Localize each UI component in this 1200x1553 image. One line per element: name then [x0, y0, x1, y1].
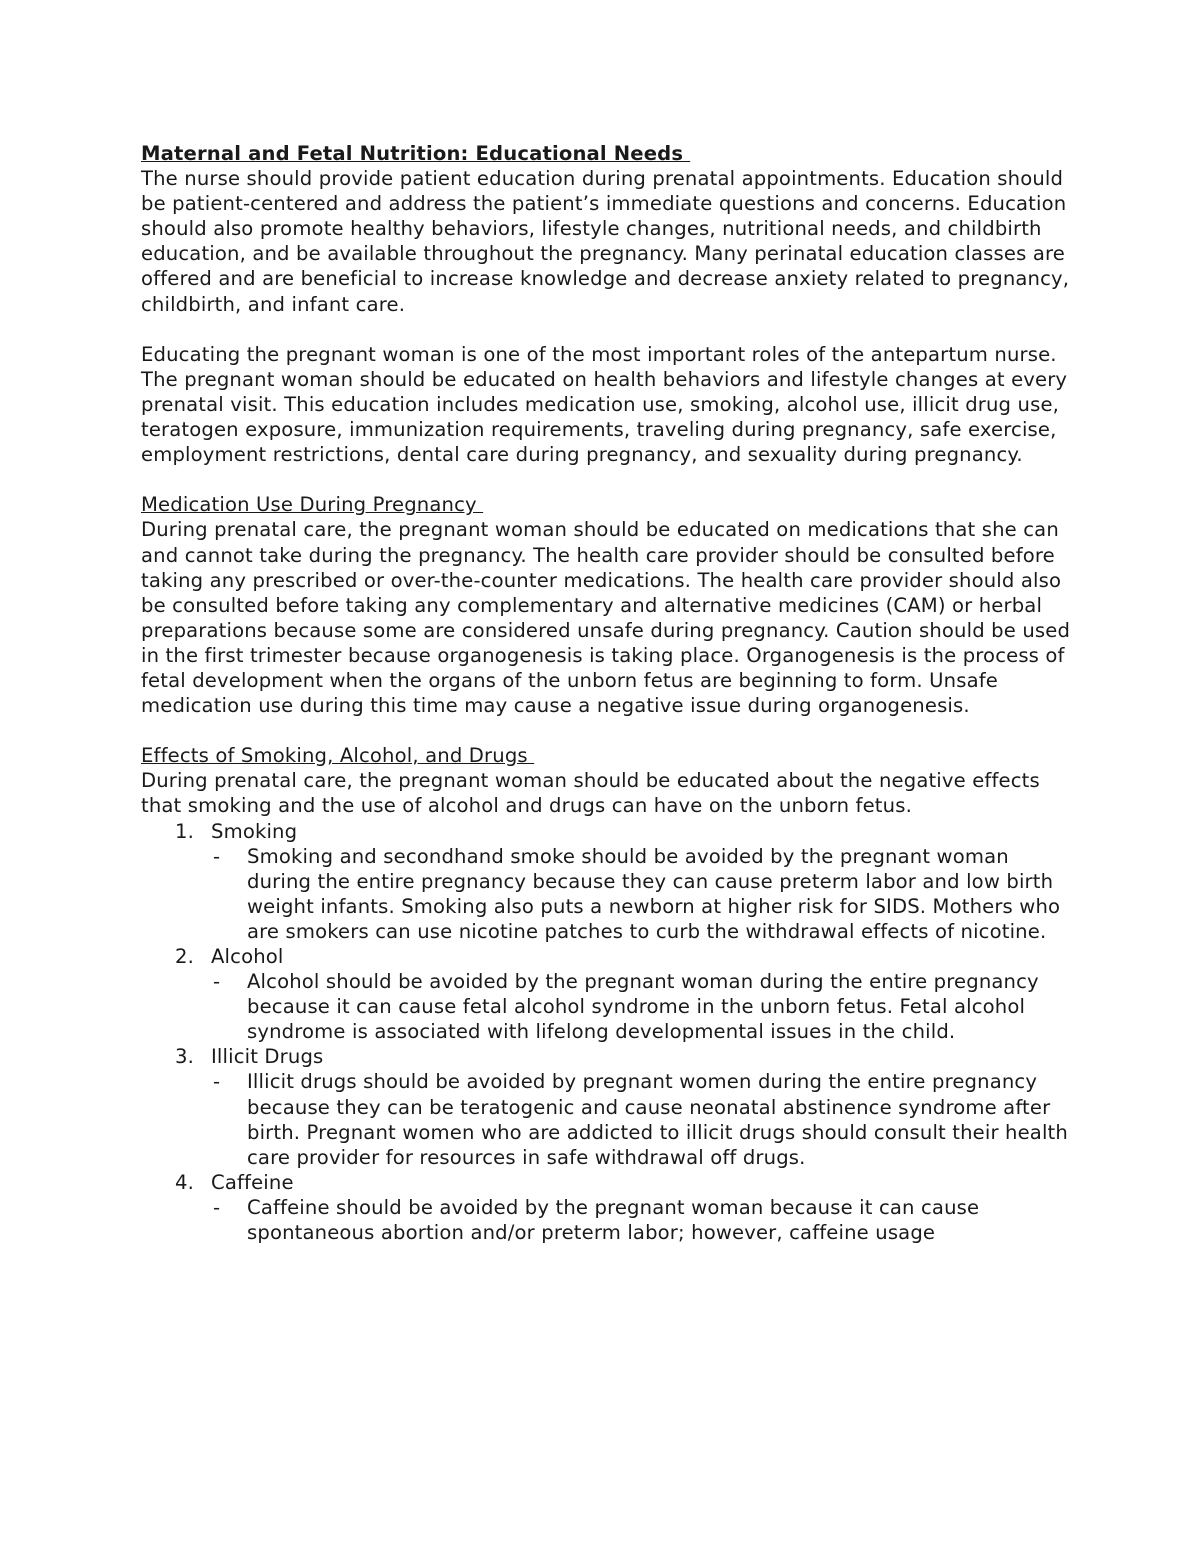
list-item-label: Caffeine [211, 1170, 294, 1194]
list-item-detail-block [141, 844, 1071, 944]
list-item-number: 2. [175, 945, 194, 968]
list-item-caffeine [141, 1170, 1071, 1245]
document-title: Maternal and Fetal Nutrition: Educational Needs [141, 142, 691, 165]
dash-bullet: - [213, 970, 221, 994]
list-item-detail-block [141, 1069, 1071, 1169]
list-item-detail: Smoking and secondhand smoke should be avoided by the pregnant woman during the entire pregnancy because they can cause preterm labor and low birth weight infants. Smoking also puts a newborn at higher risk for SIDS. Mothers who are smokers can use nicotine patches to curb the withdrawal effects of nicotine. [247, 844, 1061, 943]
list-item-label: Alcohol [211, 945, 284, 968]
section-body-medication: During prenatal care, the pregnant woman should be educated on medications that she can and cannot take during the pregnancy. The health care provider should be consulted before taking any prescribed or over-the-counter medications. The health care provider should also be consulted before taking any complementary and alternative medicines (CAM) or herbal preparations because some are considered unsafe during pregnancy. Caution should be used in the first trimester because organogenesis is taking place. Organogenesis is the process of fetal development when the organs of the unborn fetus are beginning to form. Unsafe medication use during this time may cause a negative issue during organogenesis. [141, 518, 1071, 718]
list-item-detail: Alcohol should be avoided by the pregnant woman during the entire pregnancy because it can cause fetal alcohol syndrome in the unborn fetus. Fetal alcohol syndrome is associated with lifelong developmental issues in the child. [247, 970, 1039, 1044]
dash-bullet: - [213, 1070, 221, 1094]
dash-bullet: - [213, 844, 221, 868]
list-item-number: 3. [175, 1045, 194, 1069]
list-item-label: Illicit Drugs [211, 1045, 324, 1069]
list-item-detail: Illicit drugs should be avoided by pregnant women during the entire pregnancy because they can be teratogenic and cause neonatal abstinence syndrome after birth. Pregnant women who are addicted to illicit drugs should consult their health care provider for resources in safe withdrawal off drugs. [247, 1070, 1068, 1169]
effects-list [141, 819, 1071, 1246]
list-item-number: 4. [175, 1170, 194, 1194]
list-item-number: 1. [175, 819, 194, 843]
list-item-detail-block [141, 1195, 1071, 1245]
intro-paragraph-1: The nurse should provide patient education during prenatal appointments. Education should be patient-centered and address the patient’s immediate questions and concerns. Education should also promote healthy behaviors, lifestyle changes, nutritional needs, and childbirth education, and be available throughout the pregnancy. Many perinatal education classes are offered and are beneficial to increase knowledge and decrease anxiety related to pregnancy, childbirth, and infant care. [141, 167, 1070, 316]
list-item-detail-block [141, 969, 1071, 1044]
dash-bullet: - [213, 1195, 221, 1219]
section-heading-effects: Effects of Smoking, Alcohol, and Drugs [141, 744, 535, 768]
paragraph-spacer [141, 718, 1071, 743]
list-item-illicit-drugs [141, 1044, 1071, 1169]
list-item-detail: Caffeine should be avoided by the pregnant woman because it can cause spontaneous abortion and/or preterm labor; however, caffeine usage [247, 1195, 980, 1245]
document-page [141, 141, 1071, 1245]
list-item-smoking [141, 819, 1071, 944]
paragraph-spacer [141, 467, 1071, 492]
section-heading-medication: Medication Use During Pregnancy [141, 493, 484, 517]
section-body-effects: During prenatal care, the pregnant woman should be educated about the negative effects that smoking and the use of alcohol and drugs can have on the unborn fetus. [141, 769, 1040, 818]
paragraph-spacer [141, 317, 1071, 342]
intro-paragraph-2: Educating the pregnant woman is one of the most important roles of the antepartum nurse. The pregnant woman should be educated on health behaviors and lifestyle changes at every prenatal visit. This education includes medication use, smoking, alcohol use, illicit drug use, teratogen exposure, immunization requirements, traveling during pregnancy, safe exercise, employment restrictions, dental care during pregnancy, and sexuality during pregnancy. [141, 342, 1068, 467]
list-item-alcohol [141, 944, 1071, 1044]
list-item-label: Smoking [211, 819, 298, 843]
